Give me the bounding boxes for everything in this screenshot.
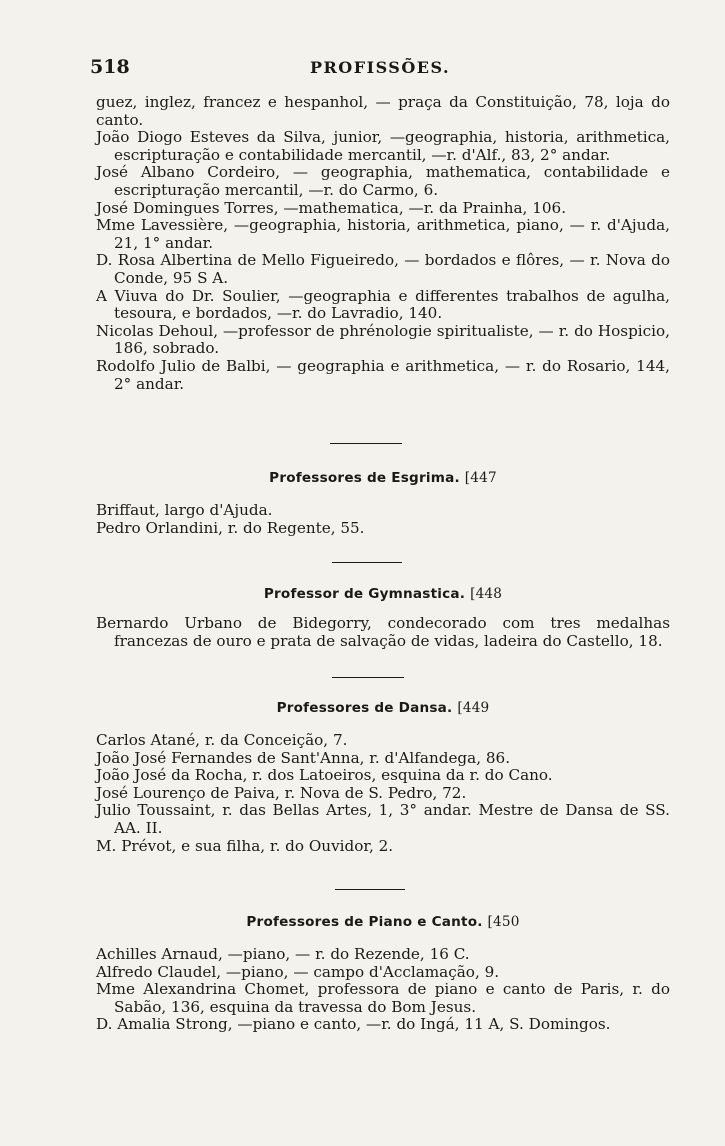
page-number: 518 <box>90 56 130 78</box>
list-item: A Viuva do Dr. Soulier, —geographia e differentes trabalhos de agulha, tesoura, e bordados, —r. do Lavradio, 140. <box>96 286 670 323</box>
section-title-piano-canto <box>96 914 670 930</box>
list-item: Bernardo Urbano de Bidegorry, condecorado com tres medalhas francezas de ouro e prata de salvação de vidas, ladeira do Castello, 18. <box>96 614 670 650</box>
entries-dansa <box>96 732 670 855</box>
list-item: Rodolfo Julio de Balbi, — geographia e arithmetica, — r. do Rosario, 144, 2° andar. <box>96 356 670 393</box>
list-item: M. Prévot, e sua filha, r. do Ouvidor, 2. <box>96 836 394 855</box>
list-item: José Domingues Torres, —mathematica, —r. da Prainha, 106. <box>96 198 567 217</box>
section-number: [447 <box>464 470 497 486</box>
section-divider <box>332 562 402 563</box>
list-item: Julio Toussaint, r. das Bellas Artes, 1, 3° andar. Mestre de Dansa de SS. AA. II. <box>96 801 670 837</box>
list-item: Achilles Arnaud, —piano, — r. do Rezende, 16 C. <box>96 945 470 963</box>
entries-gymnastica <box>96 615 670 650</box>
list-item: Alfredo Claudel, —piano, — campo d'Acclamação, 9. <box>96 962 500 981</box>
section-title-text: Professor de Gymnastica. <box>263 586 466 602</box>
section-title-text: Professores de Piano e Canto. <box>246 914 483 930</box>
list-item: João José da Rocha, r. dos Latoeiros, esquina da r. do Cano. <box>96 766 553 785</box>
section-divider <box>335 889 405 890</box>
list-item: guez, inglez, francez e hespanhol, — praça da Constituição, 78, loja do canto. <box>96 93 670 129</box>
list-item: João José Fernandes de Sant'Anna, r. d'Alfandega, 86. <box>96 748 511 767</box>
section-title-text: Professores de Esgrima. <box>269 470 460 486</box>
section-number: [450 <box>487 914 520 930</box>
section-title-dansa <box>96 700 670 716</box>
list-item: Briffaut, largo d'Ajuda. <box>96 501 273 519</box>
list-item: José Albano Cordeiro, — geographia, mathematica, contabilidade e escripturação mercantil, —r. do Carmo, 6. <box>96 163 670 199</box>
entries-block-top <box>96 94 670 393</box>
page-header <box>90 56 670 84</box>
list-item: Nicolas Dehoul, —professor de phrénologie spiritualiste, — r. do Hospicio, 186, sobrado. <box>96 321 670 358</box>
list-item: D. Rosa Albertina de Mello Figueiredo, — bordados e flôres, — r. Nova do Conde, 95 S A. <box>96 251 670 287</box>
section-divider <box>332 677 404 678</box>
list-item: Mme Lavessière, —geographia, historia, arithmetica, piano, — r. d'Ajuda, 21, 1° andar. <box>96 216 670 252</box>
list-item: José Lourenço de Paiva, r. Nova de S. Pedro, 72. <box>96 783 467 802</box>
entries-esgrima <box>96 502 670 537</box>
list-item: Pedro Orlandini, r. do Regente, 55. <box>96 518 365 537</box>
list-item: Mme Alexandrina Chomet, professora de piano e canto de Paris, r. do Sabão, 136, esquina da travessa do Bom Jesus. <box>96 980 670 1016</box>
section-divider <box>330 443 402 444</box>
section-number: [449 <box>457 700 490 716</box>
entries-piano-canto <box>96 946 670 1034</box>
section-number: [448 <box>470 586 503 602</box>
section-title-text: Professores de Dansa. <box>276 700 453 716</box>
list-item: João Diogo Esteves da Silva, junior, —geographia, historia, arithmetica, escripturação e contabilidade mercantil, —r. d'Alf., 83, 2° andar. <box>96 128 670 164</box>
list-item: Carlos Atané, r. da Conceição, 7. <box>96 731 348 749</box>
list-item: D. Amalia Strong, —piano e canto, —r. do Ingá, 11 A, S. Domingos. <box>96 1015 611 1034</box>
section-title-esgrima <box>96 470 670 486</box>
section-title-gymnastica <box>96 586 670 602</box>
running-title: PROFISSÕES. <box>309 58 451 77</box>
